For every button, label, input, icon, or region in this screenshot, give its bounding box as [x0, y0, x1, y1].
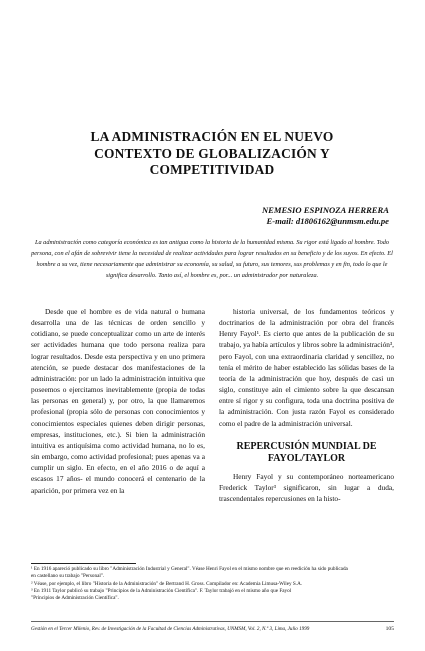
footnote-rule	[31, 563, 136, 564]
title-line-2: CONTEXTO DE GLOBALIZACIÓN Y	[94, 145, 330, 161]
left-column	[31, 306, 205, 496]
footnote: ² Véase, por ejemplo, el libro "Historia de la Administración" de Bertrand H. Gross. Compilador en: Academia Limusa-Wiley S.A.	[31, 580, 303, 587]
footnote: "Principios de Administración Científica".	[31, 595, 119, 602]
body-paragraph: Desde que el hombre es de vida natural o humana desarrolla una de las técnicas de orden sencillo y cotidiano, se puede conceptualizar como un arte de interés ser actividades humana que todo persona realiza para lograr resultados. Desde esta perspectiva y en uno primera atención, se puede destacar dos manifestaciones de la administración: por un lado la administración intuitiva que poseemos o ejercitamos inevitablemente (propia de todas las personas en general) y, por otro, la que llamaremos profesional (propia sólo de personas con conocimientos y conocimientos especiales quienes deben dirigir personas, empresas, instituciones, etc.). Si bien la administración intuitiva es antiquísima como actividad humana, no lo es, sin embargo, como actividad profesional; pues apenas va a cumplir un siglo. En efecto, en el año 2016 o de aquí a escasos 17 años- el mundo conocerá el centenario de la aparición, por primera vez en la	[31, 307, 205, 495]
abstract: La administración como categoría económica es tan antigua como la historia de la humanidad misma. Su rigor está ligado al hombre. Todo persona, con el afán de sobrevivir tiene la necesidad de realizar actividades para lograr resultados en su beneficio y de los suyos. En efecto. El hombre a su vez, tiene necesariamente que administrar su economía, su salud, su futuro, sus temores, sus problemas y en fin, todo lo que le significa desarrollo. Tanto así, el hombre es, por... un administrador por naturaleza.	[31, 239, 393, 279]
section-heading	[219, 441, 394, 465]
title-line-1: LA ADMINISTRACIÓN EN EL NUEVO	[90, 129, 334, 144]
footnotes	[31, 566, 394, 602]
page-number: 105	[385, 626, 394, 632]
journal-footer: Gestión en el Tercer Milenio, Rev. de Investigación de la Facultad de Ciencias Administrativas, UNMSM, Vol. 2, N.º 3, Lima, Julio 1999	[31, 626, 310, 632]
author-email: E-mail: d1806162@unmsm.edu.pe	[266, 216, 389, 226]
footnote: ³ En 1911 Taylor publicó su trabajo "Principios de la Administración Científica". F. Taylor trabajó en el mismo año que Fayol	[31, 587, 292, 594]
author-block	[129, 205, 389, 227]
body-paragraph: Henry Fayol y su contemporáneo norteamericano Frederick Taylor³ significaron, sin lugar a duda, trascendentales repercusiones en la histo-	[219, 471, 394, 504]
title-line-3: COMPETITIVIDAD	[149, 162, 275, 177]
author-name: NEMESIO ESPINOZA HERRERA	[261, 205, 389, 215]
body-paragraph: historia universal, de los fundamentos teóricos y doctrinarios de la administración por obra del francés Henry Fayol¹. Es cierto que antes de la publicación de su trabajo, ya había artículos y libros sobre la administración³, pero Fayol, con una extraordinaria claridad y sencillez, no tenía el mérito de haber establecido las sólidas bases de la teoría de la administración que hoy, después de casi un siglo, constituye aún el cimiento sobre la que descansan entre sí rigor y su configura, toda una doctrina positiva de la administración. Con justa razón Fayol es considerado como el padre de la administración universal.	[219, 307, 394, 428]
section-heading-line-1: REPERCUSIÓN MUNDIAL DE	[236, 440, 377, 452]
article-title	[48, 129, 376, 179]
section-heading-line-2: FAYOL/TAYLOR	[267, 452, 346, 464]
right-column	[219, 306, 394, 504]
footer-rule	[31, 621, 394, 622]
footnote: en castellano su trabajo "Personal".	[31, 573, 105, 580]
footnote: ¹ En 1916 apareció publicado su libro "Administración Industrial y General". Véase Henri Fayol en el mismo nombre que en reedición ha sido publicada	[31, 566, 348, 572]
